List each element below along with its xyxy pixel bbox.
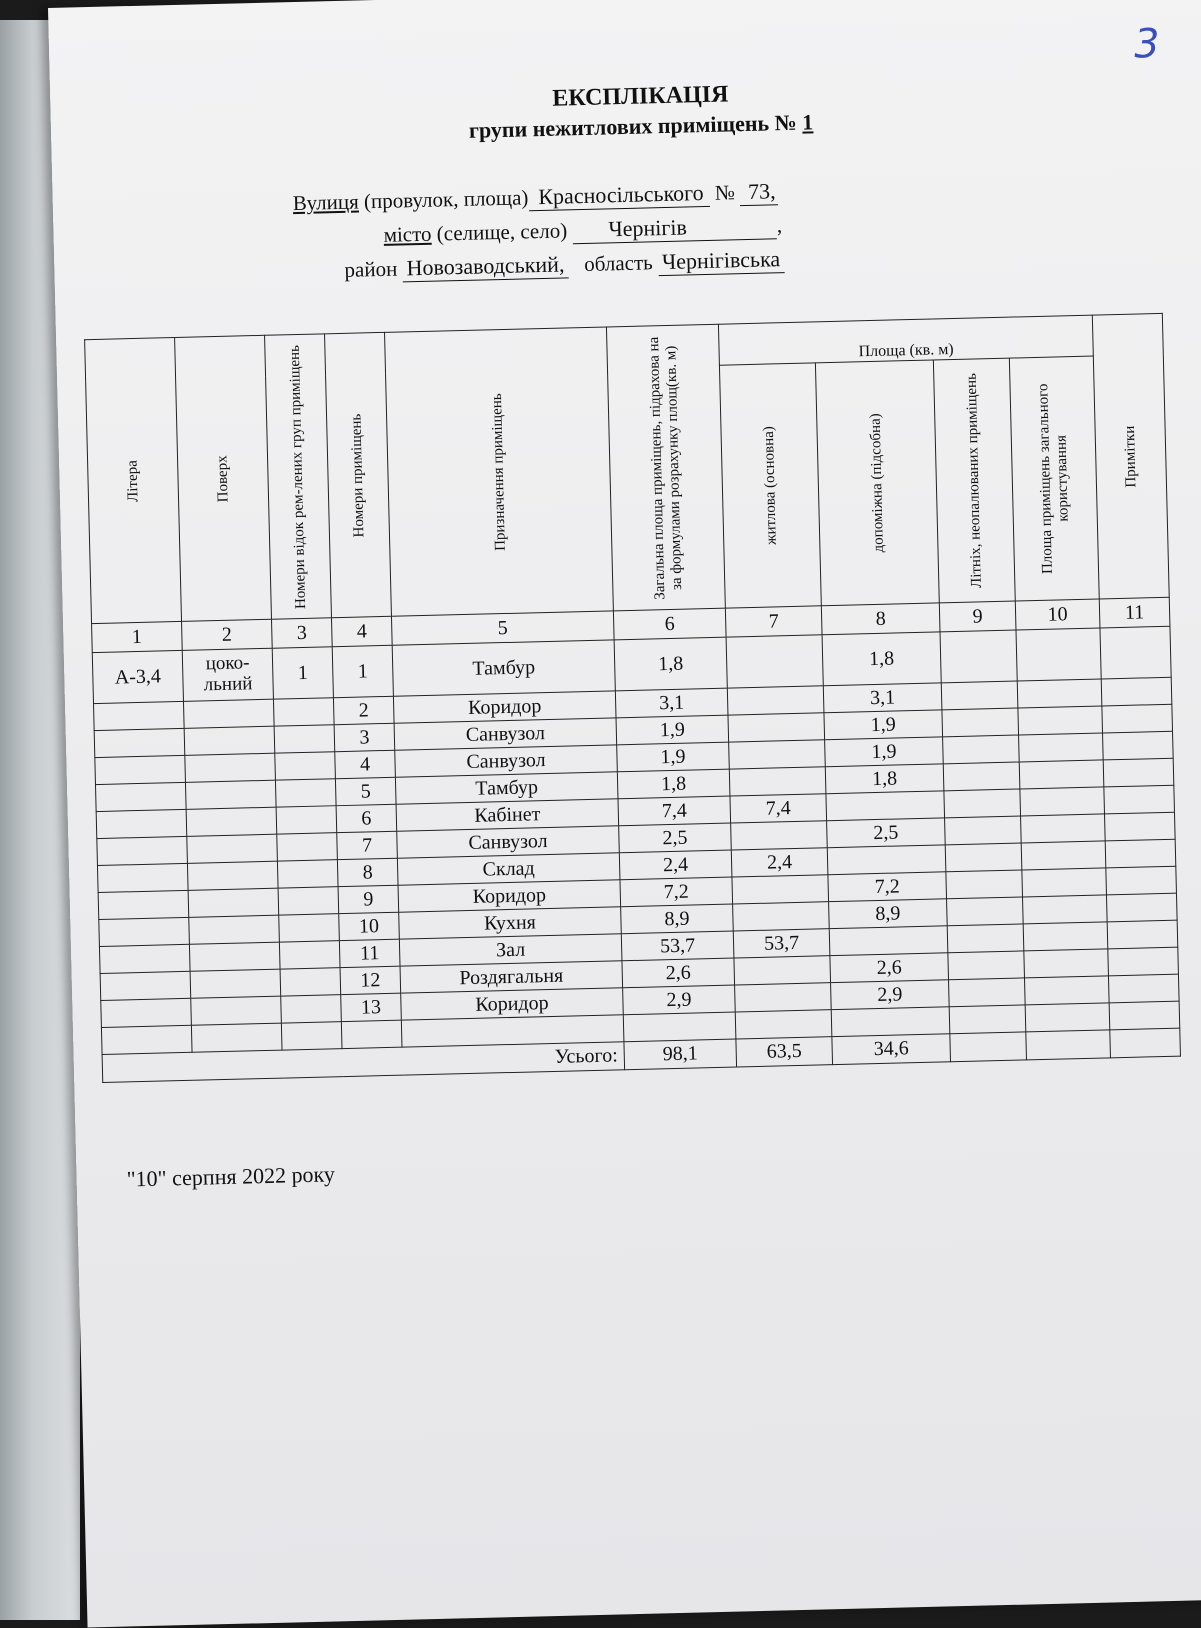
city-line: місто (селище, село) Чернігів , — [383, 213, 783, 247]
header-groups: Номери відок рем-лених груп приміщень — [265, 334, 332, 619]
column-number-row: 1 2 3 4 5 6 7 8 9 10 11 — [92, 597, 1170, 652]
header-litera: Літера — [85, 338, 182, 624]
street-label: Вулиця — [292, 189, 360, 216]
header-auxiliary: допоміжна (підсобна) — [815, 360, 939, 606]
region-label: область — [583, 250, 653, 276]
table-row: 9 Коридор 7,2 7,2 — [98, 866, 1176, 919]
floor-cell: цоко-льний — [182, 648, 273, 701]
city-value: Чернігів — [572, 212, 777, 244]
table-row: 7 Санвузол 2,5 2,5 — [97, 812, 1175, 865]
explication-table — [84, 313, 1181, 1083]
district-line — [344, 246, 784, 284]
district-value: Новозаводський, — [402, 251, 569, 282]
header-total-area: Загальна площа приміщень, підрахова на за формулами розрахунку площ(кв. м) — [606, 324, 725, 611]
street-label-rest: (провулок, площа) — [363, 185, 529, 214]
table-row: 5 Тамбур 1,8 1,8 — [95, 758, 1173, 811]
city-label: місто — [383, 221, 432, 247]
table-row: 2 Коридор 3,1 3,1 — [94, 677, 1172, 730]
header-summer: Літніх, неопалюваних приміщень — [933, 358, 1015, 603]
header-notes: Примітки — [1092, 313, 1169, 599]
total-area-cell: 98,1 — [624, 1039, 737, 1070]
header-purpose: Призначення приміщень — [385, 327, 614, 616]
street-line — [293, 178, 778, 217]
document-title: ЕКСПЛІКАЦІЯ — [551, 81, 729, 112]
document-date: "10" серпня 2022 року — [126, 1161, 336, 1192]
table-row: 13 Коридор 2,9 2,9 — [101, 974, 1179, 1027]
total-label: Усього: — [102, 1042, 625, 1083]
litera-cell: А-3,4 — [92, 650, 183, 703]
table-row: 4 Санвузол 1,9 1,9 — [95, 731, 1173, 784]
header-living: житлова (основна) — [719, 363, 821, 608]
table-row: 10 Кухня 8,9 8,9 — [99, 893, 1177, 946]
table-row: 6 Кабінет 7,4 7,4 — [96, 785, 1174, 838]
city-label-rest: (селище, село) — [436, 218, 568, 246]
district-label: район — [344, 256, 398, 282]
document-page — [48, 0, 1201, 1628]
number-value: 73, — [740, 178, 778, 206]
table-row: 3 Санвузол 1,9 1,9 — [94, 704, 1172, 757]
group-cell: 1 — [272, 647, 333, 699]
total-living-cell: 63,5 — [736, 1037, 833, 1067]
street-value: Красносільського — [528, 180, 710, 211]
region-value: Чернігівська — [658, 246, 785, 276]
table-row: 8 Склад 2,4 2,4 — [97, 839, 1175, 892]
header-poverkh: Поверх — [175, 335, 272, 621]
table-row: А-3,4 цоко-льний 1 1 Тамбур 1,8 1,8 — [92, 626, 1171, 703]
header-area-group: Площа (кв. м) — [718, 315, 1093, 365]
header-common: Площа приміщень загального користування — [1009, 356, 1099, 601]
group-number: 1 — [801, 109, 814, 135]
total-aux-cell: 34,6 — [832, 1034, 951, 1065]
header-rooms: Номери приміщень — [325, 332, 392, 617]
table-row: 12 Роздягальня 2,6 2,6 — [100, 947, 1178, 1000]
page-number: 3 — [1133, 20, 1161, 68]
number-label: № — [714, 180, 736, 205]
subtitle-prefix: групи нежитлових приміщень № — [468, 109, 798, 143]
table-row: 11 Зал 53,7 53,7 — [99, 920, 1177, 973]
